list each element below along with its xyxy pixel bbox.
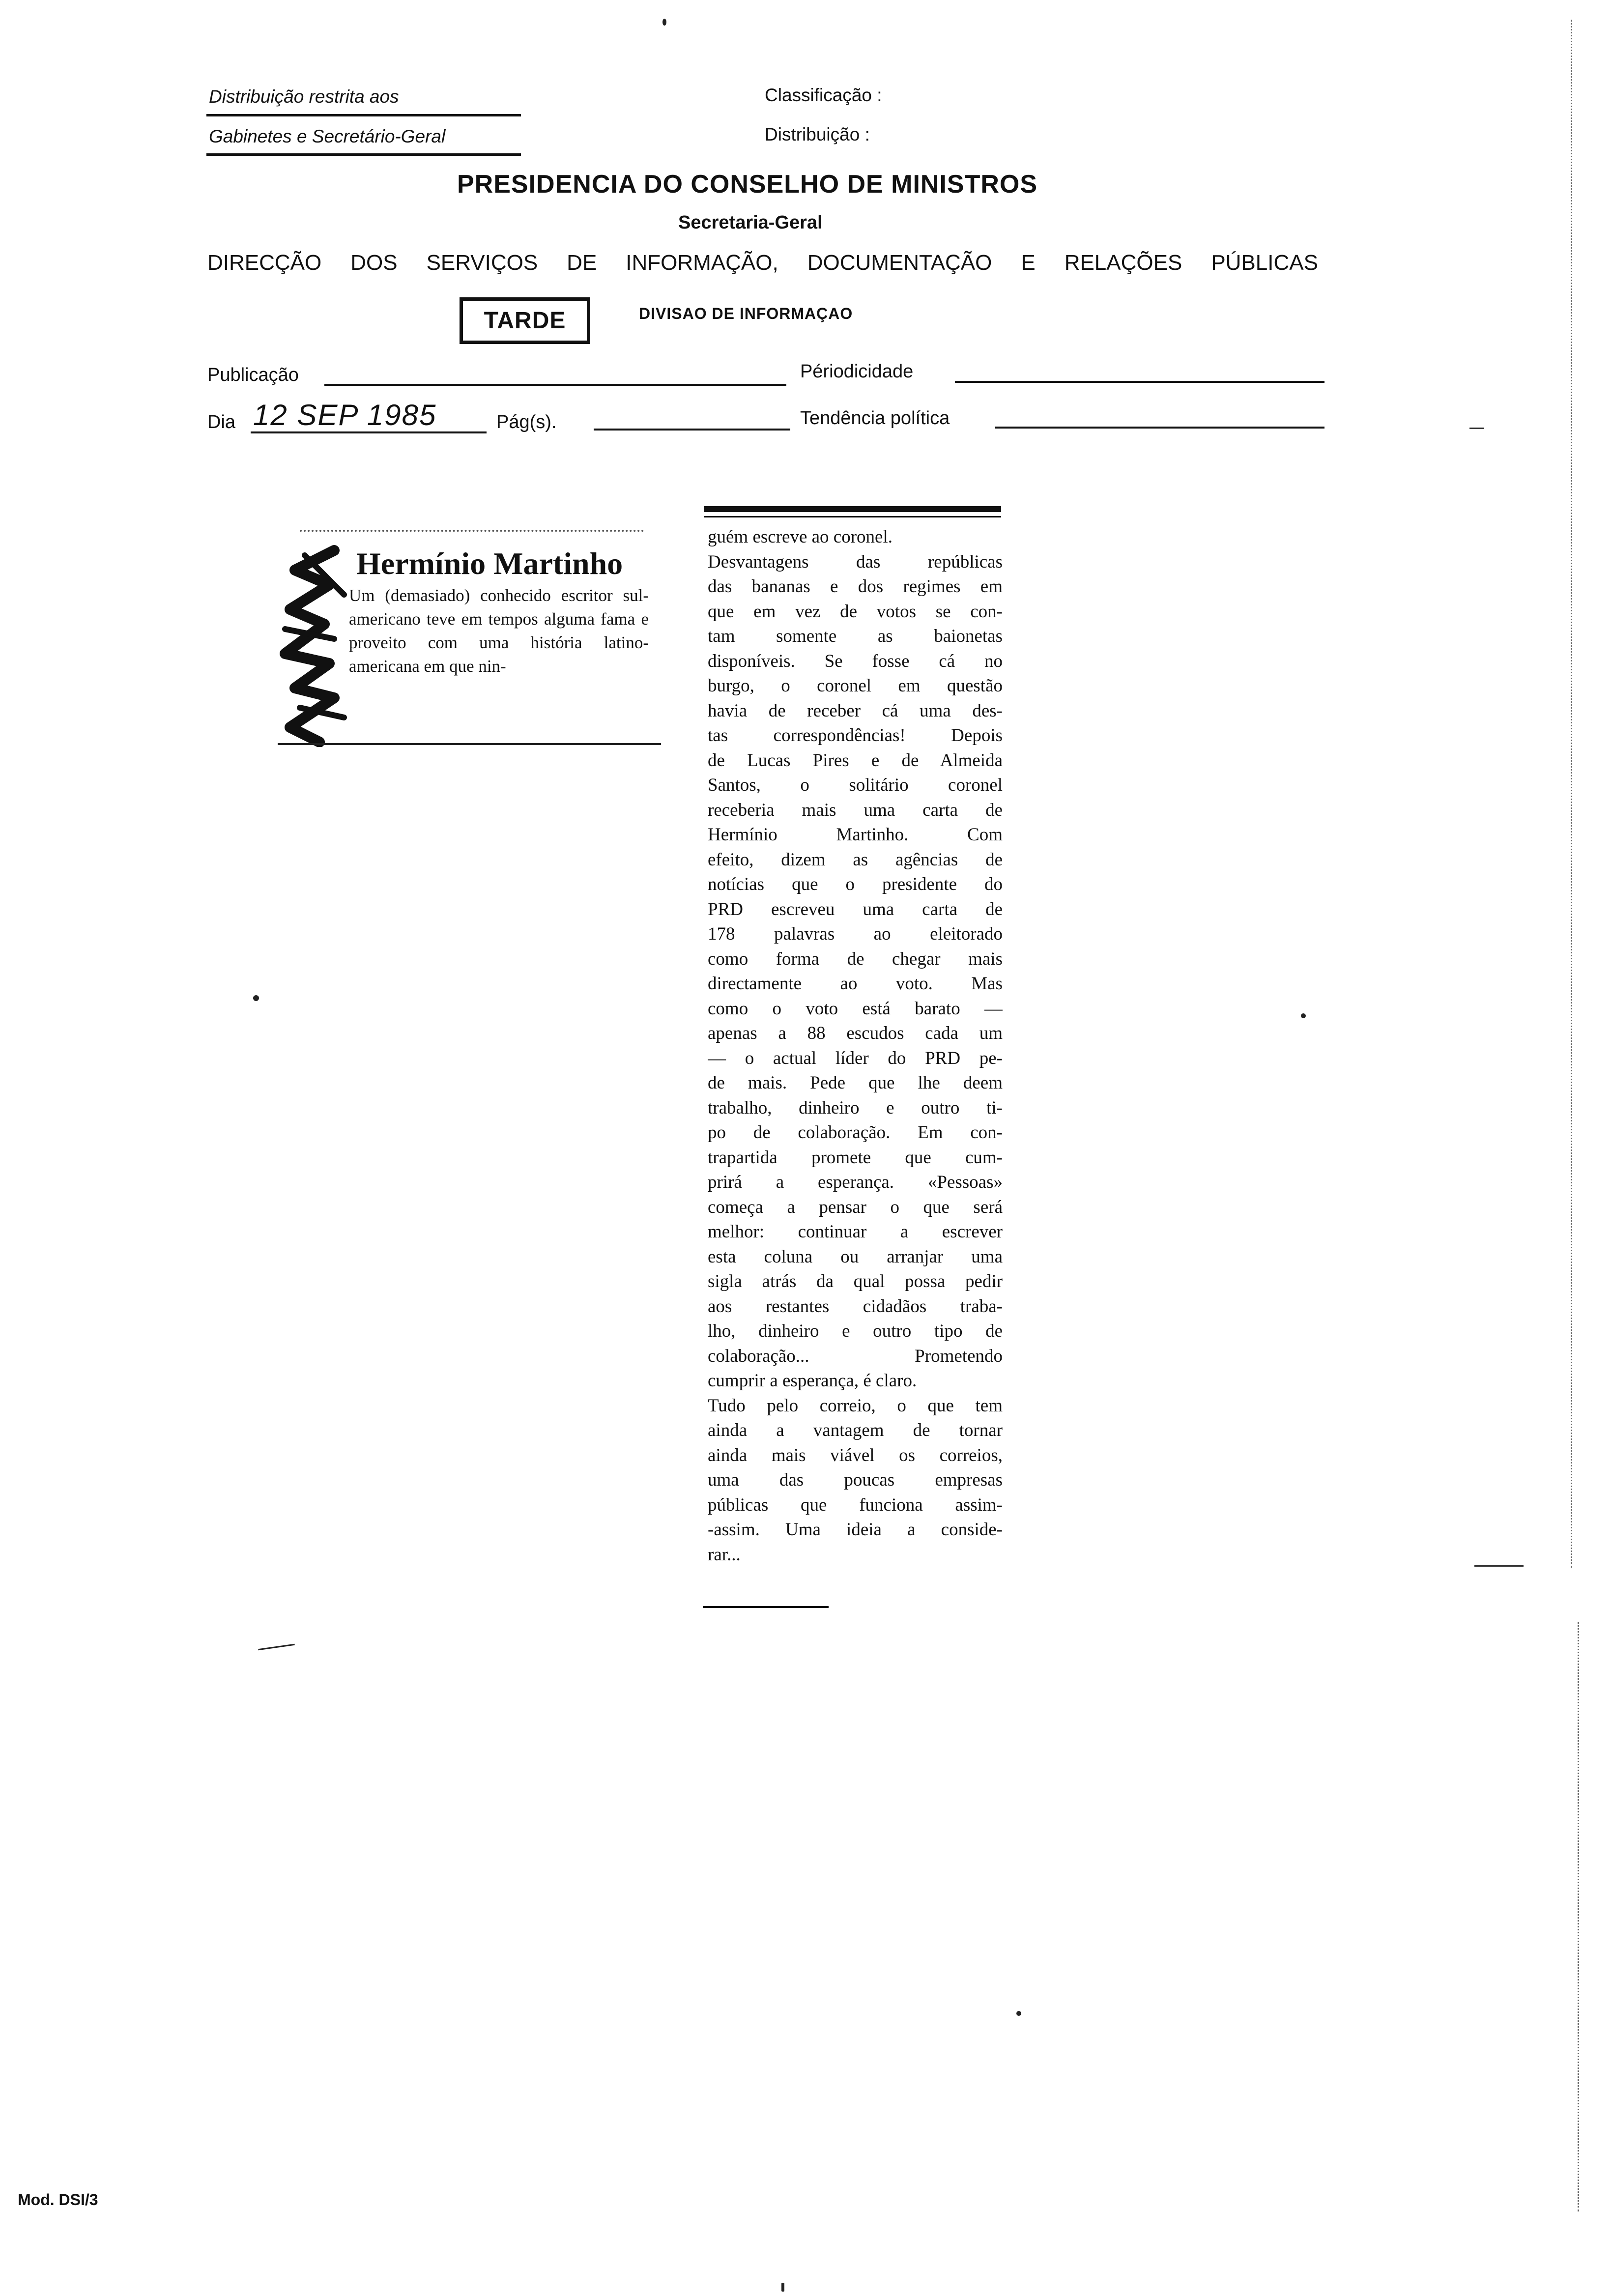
directorate-word: DIRECÇÃO — [207, 251, 322, 275]
periodicity-label: Périodicidade — [800, 361, 914, 382]
clipping-bottom-rule — [278, 743, 661, 745]
political-tendency-field-line — [995, 427, 1324, 429]
document-subtitle: Secretaria-Geral — [678, 212, 823, 233]
article-column-line: cumprir a esperança, é claro. — [708, 1371, 917, 1391]
newspaper-logo-icon — [275, 541, 354, 747]
article-column-line: disponíveis. Se fosse cá no — [708, 651, 1003, 671]
directorate-heading — [207, 251, 1318, 275]
directorate-word: E — [1021, 251, 1036, 275]
directorate-word: SERVIÇOS — [426, 251, 538, 275]
article-lead: Um (demasiado) conhecido escritor sul-americano teve em tempos alguma fama e proveito com uma história latino-americana em que nin- — [349, 586, 649, 676]
scan-mark — [1469, 428, 1484, 429]
article-column-line: melhor: continuar a escrever — [708, 1222, 1003, 1242]
article-column-line: guém escreve ao coronel. — [708, 527, 892, 547]
article-column-line: sigla atrás da qual possa pedir — [708, 1271, 1003, 1292]
scan-edge-noise — [1578, 1622, 1579, 2211]
edition-stamp-text: TARDE — [484, 308, 566, 334]
article-column-line: apenas a 88 escudos cada um — [708, 1023, 1003, 1043]
restriction-line-2: Gabinetes e Secretário-Geral — [209, 126, 446, 146]
directorate-word: PÚBLICAS — [1211, 251, 1318, 275]
article-column-line: começa a pensar o que será — [708, 1197, 1003, 1217]
restriction-rule-2 — [206, 153, 521, 156]
article-column-line: trapartida promete que cum- — [708, 1147, 1003, 1168]
article-column-line: PRD escreveu uma carta de — [708, 899, 1003, 919]
article-column-line: havia de receber cá uma des- — [708, 700, 1003, 721]
article-column-line: colaboração... Prometendo — [708, 1346, 1003, 1366]
publication-label: Publicação — [207, 365, 299, 385]
clipping-top-border — [300, 530, 644, 534]
day-label: Dia — [207, 412, 236, 432]
article-column-line: Santos, o solitário coronel — [708, 775, 1003, 795]
article-column-line: burgo, o coronel em questão — [708, 676, 1003, 696]
article-column-line: lho, dinheiro e outro tipo de — [708, 1321, 1003, 1341]
pages-label: Pág(s). — [496, 412, 557, 432]
article-column-line: prirá a esperança. «Pessoas» — [708, 1172, 1003, 1192]
directorate-word: RELAÇÕES — [1064, 251, 1182, 275]
article-column-line: notícias que o presidente do — [708, 874, 1003, 894]
article-column-line: de mais. Pede que lhe deem — [708, 1073, 1003, 1093]
scan-mark — [1474, 1565, 1524, 1567]
scan-speck — [662, 19, 666, 26]
article-column-line: trabalho, dinheiro e outro ti- — [708, 1097, 1003, 1118]
article-column-line: 178 palavras ao eleitorado — [708, 924, 1003, 944]
article-column-line: rar... — [708, 1544, 741, 1565]
article-column-line: esta coluna ou arranjar uma — [708, 1246, 1003, 1267]
division-label: DIVISAO DE INFORMAÇAO — [639, 305, 853, 322]
day-field-line — [251, 431, 487, 433]
directorate-word: DOS — [350, 251, 398, 275]
edition-stamp — [460, 297, 590, 344]
article-column-line: uma das poucas empresas — [708, 1470, 1003, 1490]
scan-speck — [1301, 1013, 1306, 1018]
article-column-line: Hermínio Martinho. Com — [708, 825, 1003, 845]
article-column-line: tas correspondências! Depois — [708, 725, 1003, 746]
restriction-rule-1 — [206, 114, 521, 116]
article-column-line: ainda mais viável os correios, — [708, 1445, 1003, 1465]
article-column-line: como forma de chegar mais — [708, 948, 1003, 969]
scan-speck — [253, 995, 259, 1001]
directorate-word: DOCUMENTAÇÃO — [807, 251, 992, 275]
document-title: PRESIDENCIA DO CONSELHO DE MINISTROS — [457, 170, 1038, 199]
article-column-line: Tudo pelo correio, o que tem — [708, 1395, 1003, 1416]
political-tendency-label: Tendência política — [800, 408, 950, 429]
column-top-thin-rule — [704, 516, 1001, 517]
article-column-line: como o voto está barato — — [708, 998, 1003, 1019]
publication-field-line — [324, 384, 786, 386]
article-column-line: receberia mais uma carta de — [708, 800, 1003, 820]
article-column-line: -assim. Uma ideia a conside- — [708, 1520, 1003, 1540]
scan-speck — [1016, 2011, 1021, 2016]
article-column-line: aos restantes cidadãos traba- — [708, 1296, 1003, 1317]
article-column-line: po de colaboração. Em con- — [708, 1122, 1003, 1143]
restriction-line-1: Distribuição restrita aos — [209, 86, 399, 107]
date-stamp: 12 SEP 1985 — [253, 399, 437, 431]
article-column-line: tam somente as baionetas — [708, 626, 1003, 646]
distribution-label: Distribuição : — [765, 124, 870, 144]
article-title: Hermínio Martinho — [356, 546, 623, 581]
directorate-word: INFORMAÇÃO, — [626, 251, 778, 275]
scan-mark — [258, 1644, 295, 1650]
article-column-line: das bananas e dos regimes em — [708, 576, 1003, 597]
classification-label: Classificação : — [765, 85, 882, 105]
article-column-line: efeito, dizem as agências de — [708, 849, 1003, 870]
column-top-rule — [704, 506, 1001, 512]
article-clipping-head — [275, 521, 663, 747]
form-model-code: Mod. DSI/3 — [18, 2191, 98, 2209]
article-column-line: públicas que funciona assim- — [708, 1494, 1003, 1515]
scan-edge-noise — [1571, 20, 1572, 1568]
directorate-word: DE — [567, 251, 597, 275]
column-bottom-rule — [703, 1606, 829, 1608]
article-column-line: que em vez de votos se con- — [708, 601, 1003, 622]
scan-speck — [781, 2283, 784, 2292]
article-column-line: ainda a vantagem de tornar — [708, 1420, 1003, 1440]
pages-field-line — [594, 429, 790, 430]
article-column-line: — o actual líder do PRD pe- — [708, 1048, 1003, 1068]
periodicity-field-line — [955, 381, 1324, 383]
article-column — [708, 525, 1003, 1567]
article-column-line: de Lucas Pires e de Almeida — [708, 750, 1003, 771]
article-column-line: Desvantagens das repúblicas — [708, 551, 1003, 572]
article-column-line: directamente ao voto. Mas — [708, 974, 1003, 994]
